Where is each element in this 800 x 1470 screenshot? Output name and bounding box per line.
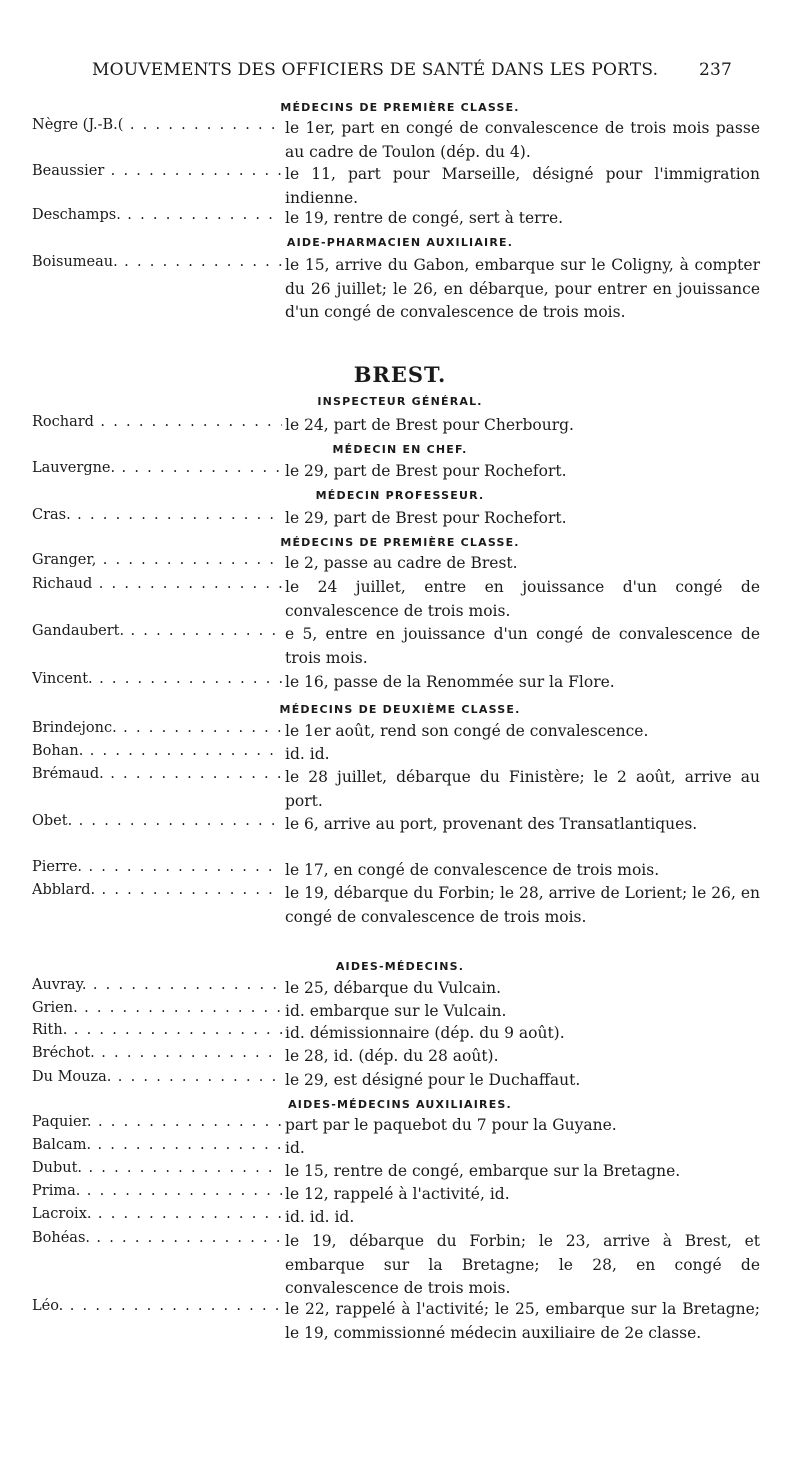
officer-name: Rith. . . .: [32, 1022, 282, 1038]
entry-text: e 5, entre en jouissance d'un congé de convalescence de trois mois.: [285, 625, 760, 667]
officer-name: Bohéas. . . .: [32, 1230, 282, 1246]
officer-name: Prima. . . .: [32, 1183, 282, 1199]
officer-name: Bohan. . . .: [32, 743, 282, 759]
entry-text: le 22, rappelé à l'activité; le 25, embarque sur la Bretagne; le 19, commissionné médecin auxiliaire de 2e classe.: [285, 1300, 760, 1342]
section-heading: AIDES-MÉDECINS.: [335, 960, 465, 973]
entry-text: id. id. id.: [285, 1208, 355, 1226]
section-heading: MÉDECIN PROFESSEUR.: [315, 489, 485, 502]
entry-text: le 28, id. (dép. du 28 août).: [285, 1047, 499, 1065]
entry-text: le 28 juillet, débarque du Finistère; le 2 août, arrive au port.: [285, 768, 760, 810]
officer-name: Obet. . . .: [32, 813, 282, 829]
entry-text: le 25, débarque du Vulcain.: [285, 979, 502, 997]
entry-text: le 15, rentre de congé, embarque sur la Bretagne.: [285, 1162, 681, 1180]
page-number: 237: [698, 60, 732, 80]
officer-name: Deschamps. . . .: [32, 207, 282, 223]
officer-name: Balcam. . . .: [32, 1137, 282, 1153]
officer-name: Auvray. . . .: [32, 977, 282, 993]
officer-name: Pierre. . . .: [32, 859, 282, 875]
section-heading: INSPECTEUR GÉNÉRAL.: [317, 395, 483, 408]
entry-text: id. embarque sur le Vulcain.: [285, 1002, 507, 1020]
officer-name: Nègre (J.-B.( . . .: [32, 117, 282, 133]
running-title: MOUVEMENTS DES OFFICIERS DE SANTÉ DANS LES PORTS.: [92, 60, 659, 80]
officer-name: Léo. . . .: [32, 1298, 282, 1314]
entry-text: le 24 juillet, entre en jouissance d'un congé de convalescence de trois mois.: [285, 578, 760, 620]
entry-text: le 17, en congé de convalescence de trois mois.: [285, 861, 660, 879]
entry-text: le 24, part de Brest pour Cherbourg.: [285, 416, 574, 434]
section-heading: MÉDECINS DE PREMIÈRE CLASSE.: [280, 536, 520, 549]
officer-name: Cras. . . .: [32, 507, 282, 523]
entry-text: le 16, passe de la Renommée sur la Flore.: [285, 673, 615, 691]
officer-name: Richaud . . .: [32, 576, 282, 592]
entry-text: le 19, rentre de congé, sert à terre.: [285, 209, 564, 227]
officer-name: Paquier. . . .: [32, 1114, 282, 1130]
entry-text: le 1er, part en congé de convalescence de trois mois passe au cadre de Toulon (dép. du 4).: [285, 119, 760, 161]
entry-text: id. id.: [285, 745, 330, 763]
entry-text: id.: [285, 1139, 305, 1157]
entry-text: id. démissionnaire (dép. du 9 août).: [285, 1024, 565, 1042]
entry-text: le 1er août, rend son congé de convalescence.: [285, 722, 649, 740]
officer-name: Abblard. . . .: [32, 882, 282, 898]
section-heading: AIDE-PHARMACIEN AUXILIAIRE.: [286, 236, 514, 249]
entry-text: part par le paquebot du 7 pour la Guyane.: [285, 1116, 617, 1134]
officer-name: Bréchot. . . .: [32, 1045, 282, 1061]
officer-name: Du Mouza. . . .: [32, 1069, 282, 1085]
entry-text: le 29, est désigné pour le Duchaffaut.: [285, 1071, 581, 1089]
officer-name: Lacroix. . . .: [32, 1206, 282, 1222]
entry-text: le 6, arrive au port, provenant des Transatlantiques.: [285, 815, 698, 833]
officer-name: Brémaud. . . .: [32, 766, 282, 782]
entry-text: le 15, arrive du Gabon, embarque sur le Coligny, à compter du 26 juillet; le 26, en débarque, pour entrer en jouissance d'un congé de convalescence de trois mois.: [285, 256, 760, 321]
entry-text: le 19, débarque du Forbin; le 28, arrive de Lorient; le 26, en congé de convalescence de trois mois.: [285, 884, 760, 926]
entry-text: le 12, rappelé à l'activité, id.: [285, 1185, 510, 1203]
section-heading: MÉDECINS DE PREMIÈRE CLASSE.: [280, 101, 520, 114]
officer-name: Grien. . . .: [32, 1000, 282, 1016]
officer-name: Vincent. . . .: [32, 671, 282, 687]
officer-name: Dubut. . . .: [32, 1160, 282, 1176]
entry-text: le 29, part de Brest pour Rochefort.: [285, 462, 567, 480]
entry-text: le 2, passe au cadre de Brest.: [285, 554, 518, 572]
section-heading: MÉDECIN EN CHEF.: [332, 443, 468, 456]
entry-text: le 29, part de Brest pour Rochefort.: [285, 509, 567, 527]
city-heading: BREST.: [353, 362, 447, 387]
section-heading: MÉDECINS DE DEUXIÈME CLASSE.: [279, 703, 521, 716]
officer-name: Beaussier . . .: [32, 163, 282, 179]
officer-name: Brindejonc. . . .: [32, 720, 282, 736]
officer-name: Granger, . . .: [32, 552, 282, 568]
officer-name: Gandaubert. . . .: [32, 623, 282, 639]
entry-text: le 11, part pour Marseille, désigné pour l'immigration indienne.: [285, 165, 760, 207]
officer-name: Lauvergne. . . .: [32, 460, 282, 476]
officer-name: Boisumeau. . . .: [32, 254, 282, 270]
entry-text: le 19, débarque du Forbin; le 23, arrive à Brest, et embarque sur la Bretagne; le 28, en congé de convalescence de trois mois.: [285, 1232, 760, 1297]
officer-name: Rochard . . .: [32, 414, 282, 430]
section-heading: AIDES-MÉDECINS AUXILIAIRES.: [288, 1098, 512, 1111]
